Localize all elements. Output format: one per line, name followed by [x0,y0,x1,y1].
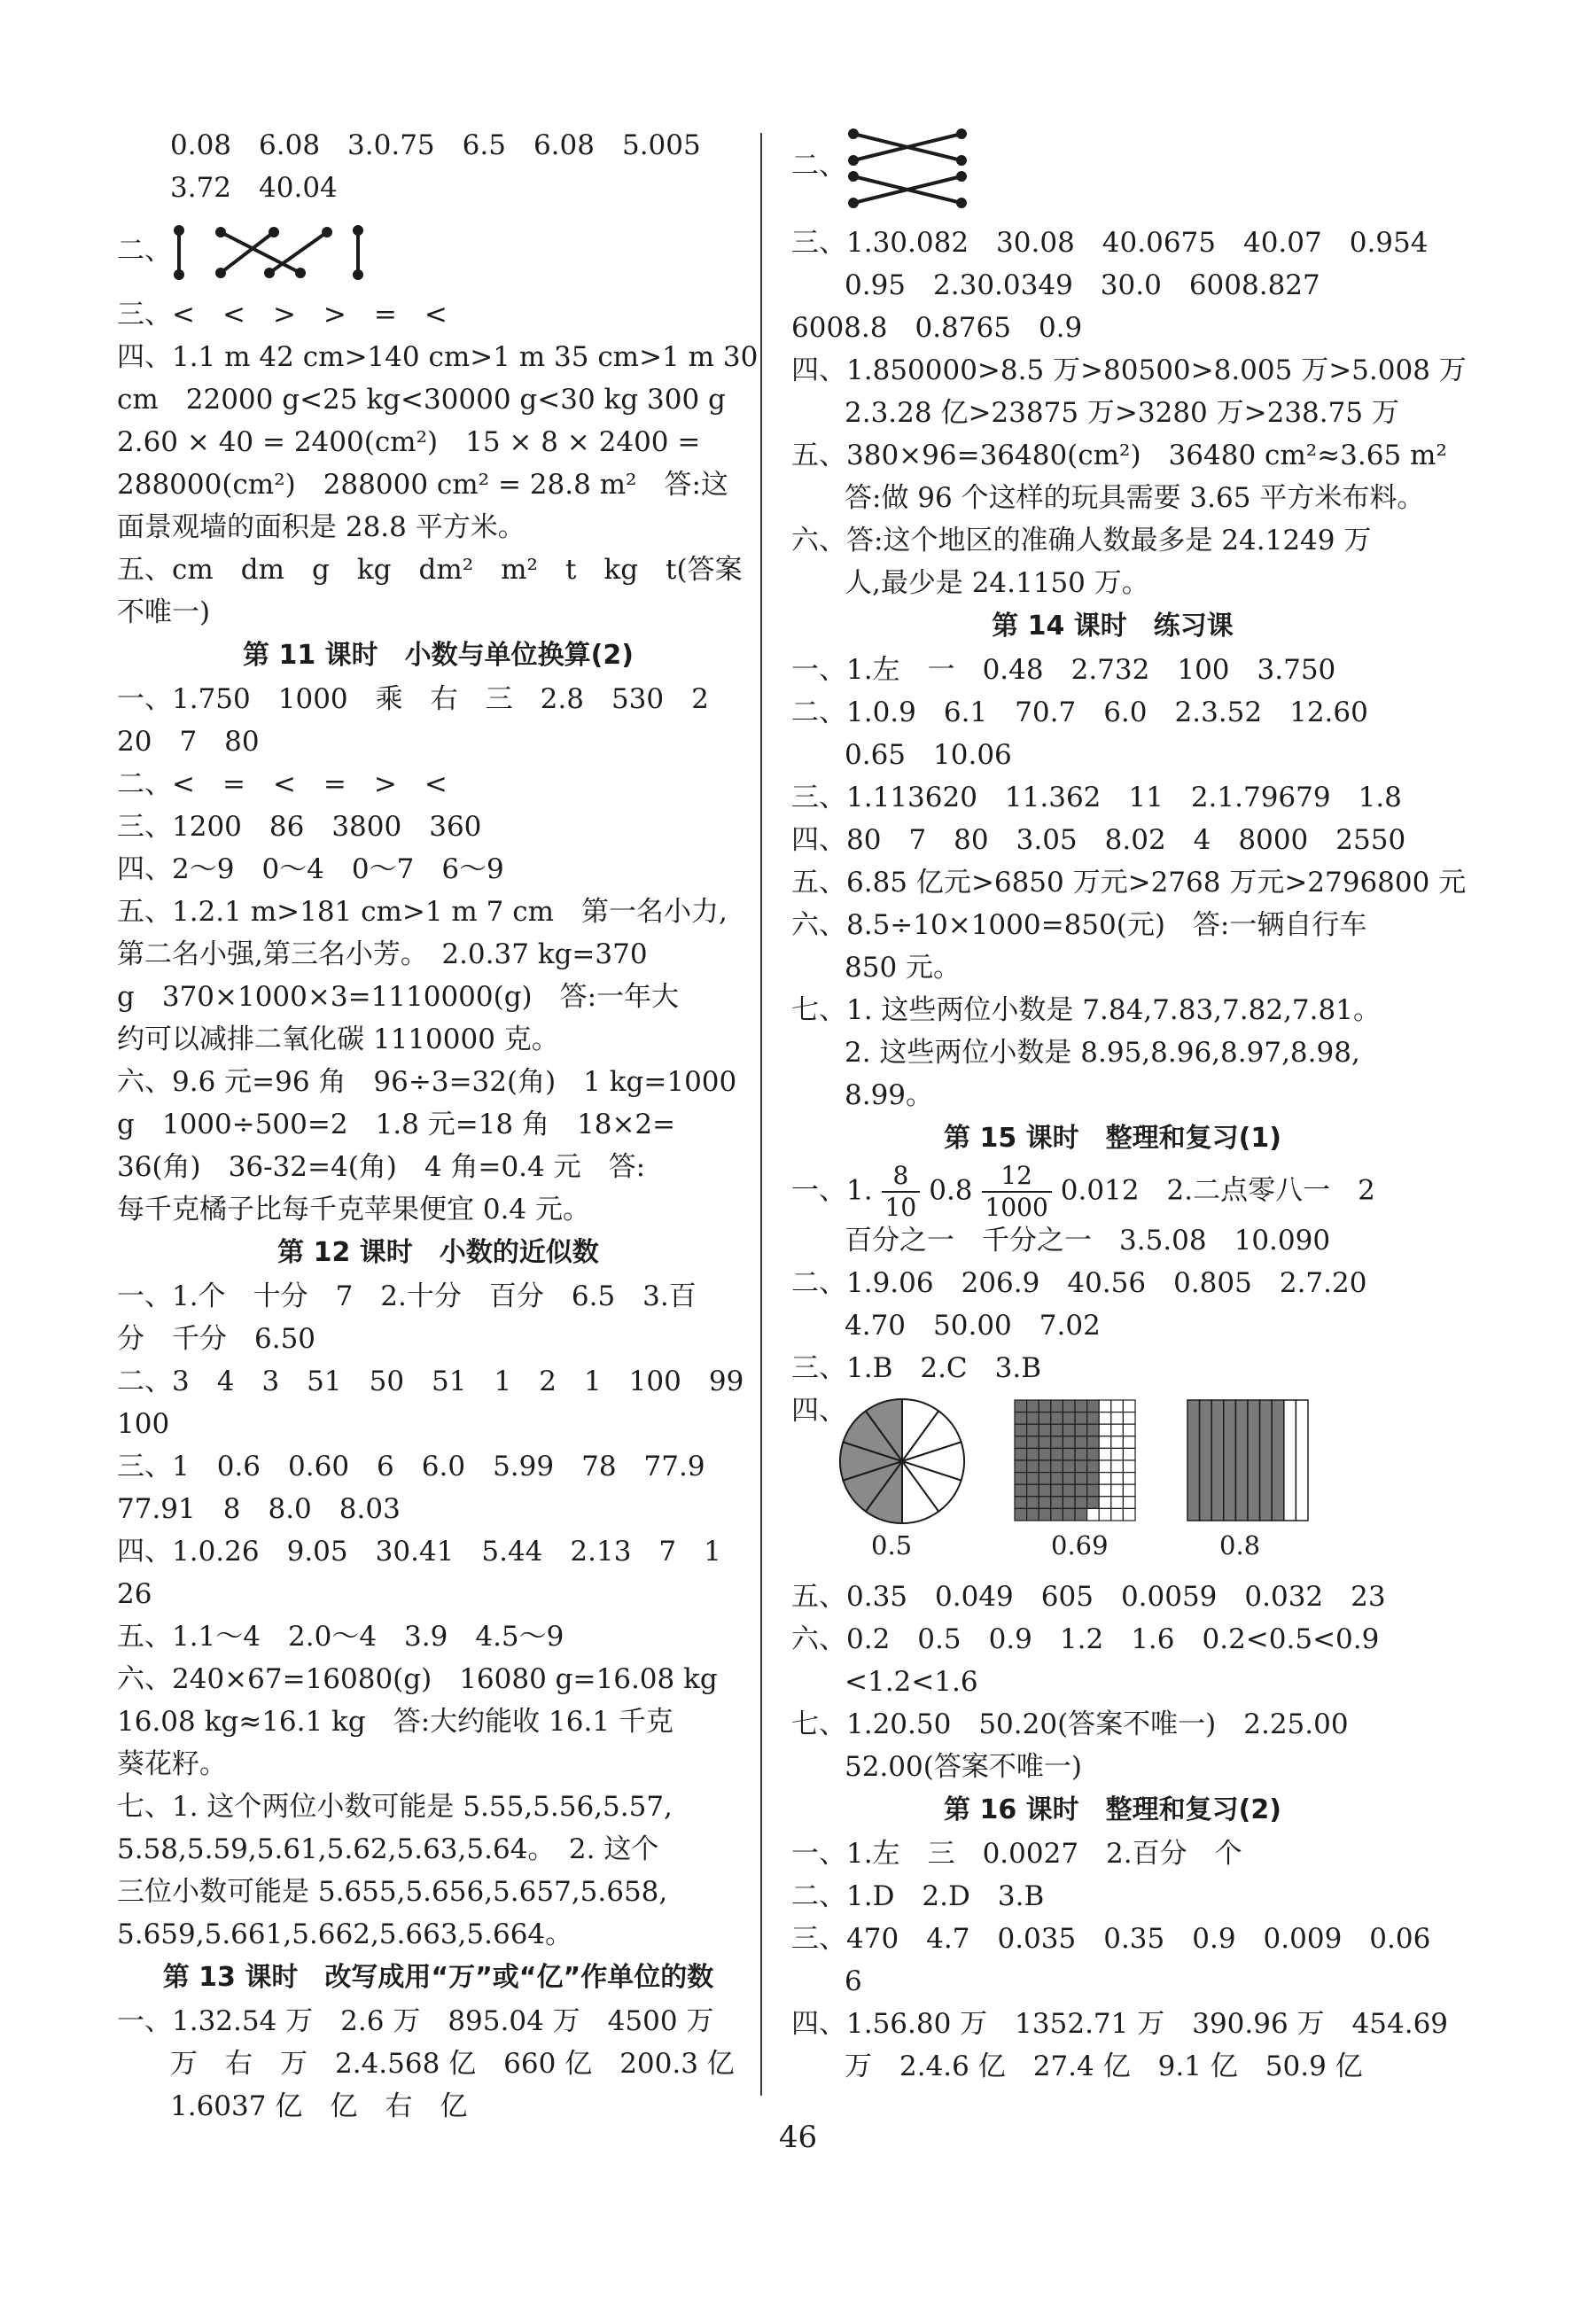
answer-line-fractions [791,1161,1434,1222]
answer-line: 四、80 7 80 3.05 8.02 4 8000 2550 [791,824,1406,856]
section-heading: 第 16 课时 整理和复习(2) [944,1794,1281,1825]
column-divider [760,133,762,2096]
answer-line: 五、6.85 亿元>6850 万元>2768 万元>2796800 元 [791,867,1467,899]
strip [1260,1400,1273,1521]
grid-cell [1015,1473,1027,1485]
grid-cell [1051,1412,1063,1425]
grid-cell [1099,1436,1111,1449]
grid-cell [1063,1412,1075,1425]
grid-cell [1027,1448,1039,1460]
answer-line: 0.08 6.08 3.0.75 6.5 6.08 5.005 [170,129,701,161]
answer-line: 三、< < > > = < [117,299,448,331]
grid-cell [1087,1400,1100,1412]
grid-cell [1099,1484,1111,1497]
grid-cell [1075,1473,1087,1485]
answer-line: 六、0.2 0.5 0.9 1.2 1.6 0.2<0.5<0.9 [791,1623,1380,1655]
answer-line: 52.00(答案不唯一) [845,1751,1082,1783]
grid-cell [1111,1508,1124,1521]
grid-cell [1015,1497,1027,1509]
answer-line: 一、1.左 三 0.0027 2.百分 个 [791,1838,1242,1870]
grid-cell [1027,1424,1039,1436]
grid-cell [1039,1436,1051,1449]
fraction [882,1161,921,1223]
answer-line: 四、1.56.80 万 1352.71 万 390.96 万 454.69 [791,2008,1449,2040]
answer-line: 一、1.32.54 万 2.6 万 895.04 万 4500 万 [117,2005,714,2037]
answer-line: 100 [117,1408,170,1440]
grid-cell [1063,1400,1075,1412]
answer-label: 一、1. [791,1174,873,1207]
fraction-denominator: 1000 [985,1193,1048,1222]
answer-line: 面景观墙的面积是 28.8 平方米。 [117,511,526,543]
page-number: 46 [778,2120,818,2155]
grid-cell [1123,1484,1135,1497]
answer-line: 四、2～9 0～4 0～7 6～9 [117,853,504,885]
answer-line: 288000(cm²) 288000 cm² = 28.8 m² 答:这 [117,469,728,501]
grid-cell [1075,1400,1087,1412]
grid-figure [1013,1398,1137,1522]
answer-line: 20 7 80 [117,726,260,758]
grid-cell [1087,1473,1100,1485]
grid-cell [1087,1497,1100,1509]
answer-line: 六、240×67=16080(g) 16080 g=16.08 kg [117,1663,718,1695]
grid-cell [1051,1497,1063,1509]
grid-cell [1039,1400,1051,1412]
grid-cell [1075,1484,1087,1497]
grid-cell [1111,1484,1124,1497]
grid-cell [1123,1460,1135,1473]
grid-cell [1099,1473,1111,1485]
answer-line: <1.2<1.6 [845,1666,978,1698]
grid-cell [1075,1412,1087,1425]
grid-cell [1039,1484,1051,1497]
answer-line: 答:做 96 个这样的玩具需要 3.65 平方米布料。 [845,482,1425,514]
grid-cell [1063,1484,1075,1497]
strip [1248,1400,1260,1521]
grid-cell [1051,1508,1063,1521]
fraction-denominator: 10 [884,1193,917,1222]
grid-cell [1051,1436,1063,1449]
grid-cell [1099,1448,1111,1460]
grid-cell [1027,1497,1039,1509]
answer-line: 0.95 2.30.0349 30.0 6008.827 [845,269,1320,301]
grid-cell [1027,1460,1039,1473]
grid-cell [1039,1497,1051,1509]
grid-cell [1039,1412,1051,1425]
grid-cell [1111,1400,1124,1412]
matching-dot [848,171,859,182]
grid-cell [1015,1424,1027,1436]
grid-cell [1087,1448,1100,1460]
matching-dot [269,227,279,237]
pie-figure [836,1395,969,1528]
grid-cell [1015,1484,1027,1497]
grid-cell [1075,1424,1087,1436]
matching-dot [956,128,967,139]
grid-cell [1123,1473,1135,1485]
answer-label: 二、 [117,235,172,267]
grid-cell [1099,1424,1111,1436]
grid-cell [1111,1497,1124,1509]
matching-dot [264,268,275,278]
grid-cell [1051,1460,1063,1473]
grid-cell [1111,1412,1124,1425]
answer-line: 第二名小强,第三名小芳。 2.0.37 kg=370 [117,938,648,970]
section-heading: 第 11 课时 小数与单位换算(2) [243,640,634,671]
answer-line: 16.08 kg≈16.1 kg 答:大约能收 16.1 千克 [117,1706,673,1738]
right-column [791,124,1467,2088]
matching-dot [956,155,967,166]
answer-line: 4.70 50.00 7.02 [845,1310,1101,1342]
answer-line: 850 元。 [845,952,961,984]
figure-value-label: 0.69 [1051,1530,1109,1560]
answer-line: 三、470 4.7 0.035 0.35 0.9 0.009 0.06 [791,1923,1431,1955]
answer-line: 每千克橘子比每千克苹果便宜 0.4 元。 [117,1194,591,1226]
grid-cell [1063,1424,1075,1436]
matching-dot [956,171,967,182]
figure-value-label: 0.8 [1219,1530,1261,1560]
answer-line: g 370×1000×3=1110000(g) 答:一年大 [117,981,680,1013]
grid-cell [1015,1460,1027,1473]
strip [1272,1400,1284,1521]
answer-line: 六、8.5÷10×1000=850(元) 答:一辆自行车 [791,909,1367,941]
answer-line: 二、< = < = > < [117,768,448,800]
matching-dot [848,128,859,139]
section-heading: 第 13 课时 改写成用“万”或“亿”作单位的数 [162,1962,714,1993]
grid-cell [1027,1473,1039,1485]
strips-figure [1186,1398,1310,1522]
answer-line: 一、1.个 十分 7 2.十分 百分 6.5 3.百 [117,1280,697,1312]
grid-cell [1075,1436,1087,1449]
answer-line: 6008.8 0.8765 0.9 [791,312,1083,344]
grid-cell [1015,1412,1027,1425]
answer-line: 8.99。 [845,1079,934,1111]
answer-line: 人,最少是 24.1150 万。 [845,567,1149,599]
strip [1224,1400,1236,1521]
matching-dot [174,269,184,280]
grid-cell [1051,1424,1063,1436]
answer-line: 三位小数可能是 5.655,5.656,5.657,5.658, [117,1876,668,1908]
strip [1235,1400,1248,1521]
grid-cell [1015,1436,1027,1449]
grid-cell [1099,1497,1111,1509]
grid-cell [1123,1424,1135,1436]
grid-cell [1087,1436,1100,1449]
grid-cell [1027,1484,1039,1497]
grid-cell [1111,1436,1124,1449]
grid-cell [1111,1473,1124,1485]
grid-cell [1051,1473,1063,1485]
grid-cell [1075,1448,1087,1460]
section-heading: 第 14 课时 练习课 [992,611,1234,642]
grid-cell [1063,1497,1075,1509]
grid-cell [1051,1484,1063,1497]
answer-line: 分 千分 6.50 [117,1323,316,1355]
answer-line: 七、1. 这些两位小数是 7.84,7.83,7.82,7.81。 [791,994,1381,1026]
answer-line: 2. 这些两位小数是 8.95,8.96,8.97,8.98, [845,1037,1360,1069]
grid-cell [1039,1460,1051,1473]
answer-line: cm 22000 g<25 kg<30000 g<30 kg 300 g [117,384,726,416]
matching-dot [295,268,306,278]
matching-line [221,232,300,273]
answer-line: 四、1.0.26 9.05 30.41 5.44 2.13 7 1 [117,1536,721,1568]
grid-cell [1123,1508,1135,1521]
answer-line: 五、380×96=36480(cm²) 36480 cm²≈3.65 m² [791,440,1447,471]
fraction-numerator: 12 [982,1161,1052,1193]
grid-cell [1063,1436,1075,1449]
answer-line: 四、1.850000>8.5 万>80500>8.005 万>5.008 万 [791,354,1467,386]
grid-cell [1051,1400,1063,1412]
grid-cell [1015,1400,1027,1412]
grid-cell [1099,1400,1111,1412]
answer-line: 一、1.750 1000 乘 右 三 2.8 530 2 [117,683,709,715]
strip [1296,1400,1308,1521]
answer-line: 万 右 万 2.4.568 亿 660 亿 200.3 亿 [170,2048,735,2080]
answer-line: 6 [845,1965,862,1997]
matching-dot [322,227,332,237]
answer-line: 5.58,5.59,5.61,5.62,5.63,5.64。 2. 这个 [117,1833,659,1865]
grid-cell [1039,1508,1051,1521]
answer-line: 六、9.6 元=96 角 96÷3=32(角) 1 kg=1000 [117,1066,737,1098]
answer-line: 二、1.0.9 6.1 70.7 6.0 2.3.52 12.60 [791,696,1368,728]
grid-cell [1027,1508,1039,1521]
grid-cell [1063,1448,1075,1460]
grid-cell [1051,1448,1063,1460]
matching-dot [174,225,184,236]
grid-cell [1027,1400,1039,1412]
section-heading: 第 15 课时 整理和复习(1) [944,1123,1281,1154]
answer-line: 二、1.9.06 206.9 40.56 0.805 2.7.20 [791,1267,1367,1299]
answer-line: 0.65 10.06 [845,739,1012,771]
grid-cell [1015,1508,1027,1521]
answer-line: 一、1.左 一 0.48 2.732 100 3.750 [791,654,1336,686]
fraction [982,1161,1052,1223]
section-heading: 第 12 课时 小数的近似数 [277,1237,599,1268]
answer-line: 二、1.D 2.D 3.B [791,1880,1045,1912]
answer-line: 五、0.35 0.049 605 0.0059 0.032 23 [791,1581,1386,1613]
answer-line: 5.659,5.661,5.662,5.663,5.664。 [117,1918,573,1950]
matching-dot [215,227,226,237]
answer-line: 四、1.1 m 42 cm>140 cm>1 m 35 cm>1 m 30 [117,341,759,373]
answer-value: 0.012 2.二点零八一 2 [1060,1174,1375,1207]
answer-line: 万 2.4.6 亿 27.4 亿 9.1 亿 50.9 亿 [845,2050,1363,2082]
grid-cell [1123,1448,1135,1460]
grid-cell [1087,1484,1100,1497]
answer-value: 0.8 [929,1174,973,1207]
matching-dot [353,269,363,280]
strip [1284,1400,1296,1521]
grid-cell [1087,1508,1100,1521]
answer-line: 七、1.20.50 50.20(答案不唯一) 2.25.00 [791,1708,1349,1740]
answer-line: 36(角) 36-32=4(角) 4 角=0.4 元 答: [117,1151,646,1183]
grid-cell [1063,1508,1075,1521]
matching-line [269,232,327,273]
answer-line: 七、1. 这个两位小数可能是 5.55,5.56,5.57, [117,1791,673,1823]
answer-line: 不唯一) [117,596,211,628]
grid-cell [1123,1436,1135,1449]
grid-cell [1063,1460,1075,1473]
answer-label: 二、 [791,150,846,182]
answer-line: 三、1.30.082 30.08 40.0675 40.07 0.954 [791,227,1429,259]
matching-dot [956,198,967,208]
answer-line: 2.3.28 亿>23875 万>3280 万>238.75 万 [845,397,1399,429]
answer-line: 二、3 4 3 51 50 51 1 2 1 100 99 [117,1366,744,1397]
answer-line: 葵花籽。 [117,1748,227,1780]
grid-cell [1111,1460,1124,1473]
grid-cell [1063,1473,1075,1485]
matching-line [221,232,274,273]
answer-line: 五、1.1～4 2.0～4 3.9 4.5～9 [117,1621,564,1653]
grid-cell [1099,1412,1111,1425]
grid-cell [1027,1436,1039,1449]
answer-line: 约可以减排二氧化碳 1110000 克。 [117,1023,559,1055]
strip [1187,1400,1200,1521]
grid-cell [1111,1424,1124,1436]
answer-line-shading [791,1389,1434,1576]
answer-line: 五、cm dm g kg dm² m² t kg t(答案 [117,554,743,586]
strip [1200,1400,1212,1521]
grid-cell [1027,1412,1039,1425]
strip [1211,1400,1224,1521]
grid-cell [1087,1424,1100,1436]
fraction-numerator: 8 [882,1161,921,1193]
grid-cell [1039,1424,1051,1436]
grid-cell [1123,1497,1135,1509]
answer-line: 百分之一 千分之一 3.5.08 10.090 [845,1225,1331,1257]
grid-cell [1111,1448,1124,1460]
answer-line: 五、1.2.1 m>181 cm>1 m 7 cm 第一名小力, [117,896,728,928]
shading-figures [836,1395,1421,1572]
answer-line: 1.6037 亿 亿 右 亿 [170,2090,468,2122]
grid-cell [1015,1448,1027,1460]
grid-cell [1039,1473,1051,1485]
answer-line: 三、1200 86 3800 360 [117,811,482,843]
grid-cell [1075,1508,1087,1521]
answer-line: 2.60 × 40 = 2400(cm²) 15 × 8 × 2400 = [117,426,701,458]
answer-line: 六、答:这个地区的准确人数最多是 24.1249 万 [791,525,1372,556]
matching-lines-figure [846,125,970,210]
figure-value-label: 0.5 [871,1530,913,1560]
answer-line-matching [117,209,759,293]
answer-line-matching [791,124,1434,222]
answer-line: 三、1 0.6 0.60 6 6.0 5.99 78 77.9 [117,1451,705,1482]
answer-line: 26 [117,1578,152,1610]
grid-cell [1087,1460,1100,1473]
matching-dot [848,155,859,166]
answer-line: 3.72 40.04 [170,172,338,204]
grid-cell [1075,1497,1087,1509]
grid-cell [1123,1412,1135,1425]
grid-cell [1075,1460,1087,1473]
grid-cell [1039,1448,1051,1460]
grid-cell [1099,1508,1111,1521]
matching-dot [215,268,226,278]
grid-cell [1123,1400,1135,1412]
matching-dot [353,225,363,236]
answer-label: 四、 [791,1395,846,1427]
answer-line: 三、1.113620 11.362 11 2.1.79679 1.8 [791,782,1402,813]
answer-line: 77.91 8 8.0 8.03 [117,1493,401,1525]
grid-cell [1099,1460,1111,1473]
answer-line: g 1000÷500=2 1.8 元=18 角 18×2= [117,1109,676,1140]
grid-cell [1087,1412,1100,1425]
left-column [117,124,759,2128]
matching-dot [848,198,859,208]
matching-lines-figure [172,222,367,284]
answer-line: 三、1.B 2.C 3.B [791,1352,1042,1384]
